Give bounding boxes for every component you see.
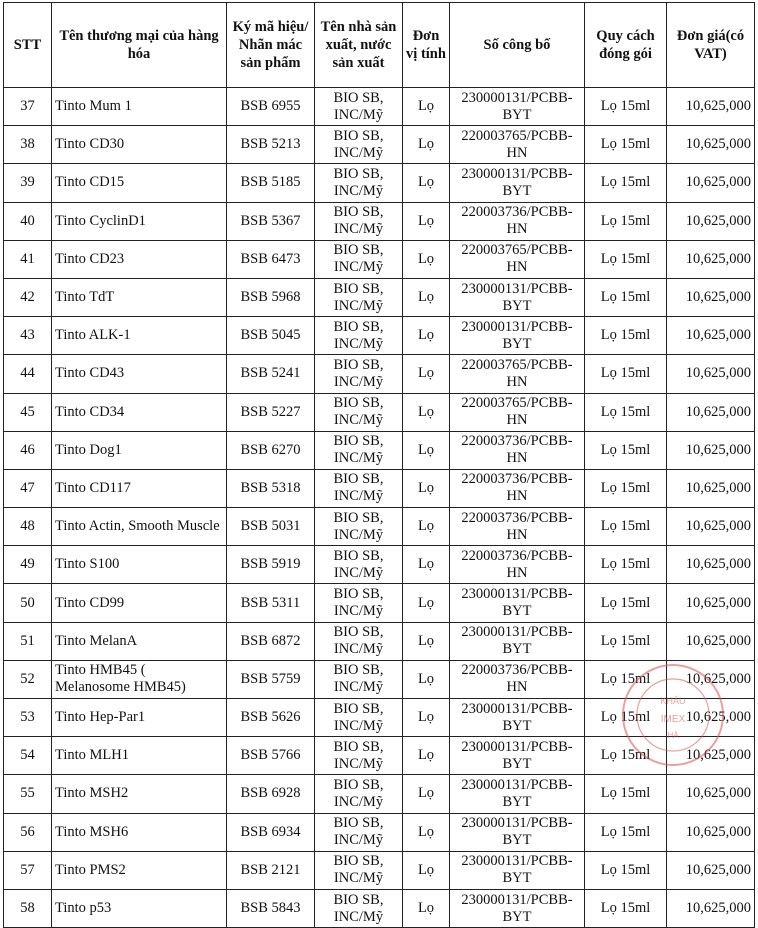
table-row <box>4 546 755 584</box>
header-price: Đơn giá(có VAT) <box>667 3 755 88</box>
cell-stt: 57 <box>4 851 52 889</box>
cell-reg: 220003736/PCBB-HN <box>450 546 585 584</box>
cell-maker: BIO SB, INC/Mỹ <box>315 508 403 546</box>
cell-maker: BIO SB, INC/Mỹ <box>315 775 403 813</box>
cell-pack: Lọ 15ml <box>585 508 667 546</box>
cell-stt: 48 <box>4 508 52 546</box>
cell-stt: 58 <box>4 889 52 927</box>
table-row <box>4 202 755 240</box>
cell-maker: BIO SB, INC/Mỹ <box>315 431 403 469</box>
cell-unit: Lọ <box>403 584 450 622</box>
cell-price: 10,625,000 <box>667 469 755 507</box>
cell-reg: 230000131/PCBB-BYT <box>450 164 585 202</box>
cell-name: Tinto MLH1 <box>52 737 227 775</box>
cell-price: 10,625,000 <box>667 584 755 622</box>
stamp-line-2: IMEX <box>660 714 686 725</box>
cell-code: BSB 5919 <box>227 546 315 584</box>
cell-reg: 230000131/PCBB-BYT <box>450 584 585 622</box>
cell-reg: 220003765/PCBB-HN <box>450 126 585 164</box>
table-row <box>4 88 755 126</box>
cell-maker: BIO SB, INC/Mỹ <box>315 889 403 927</box>
cell-stt: 38 <box>4 126 52 164</box>
cell-stt: 37 <box>4 88 52 126</box>
cell-maker: BIO SB, INC/Mỹ <box>315 584 403 622</box>
cell-price: 10,625,000 <box>667 88 755 126</box>
cell-unit: Lọ <box>403 278 450 316</box>
cell-unit: Lọ <box>403 660 450 698</box>
cell-code: BSB 5367 <box>227 202 315 240</box>
table-row <box>4 126 755 164</box>
cell-price: 10,625,000 <box>667 699 755 737</box>
cell-price: 10,625,000 <box>667 126 755 164</box>
cell-pack: Lọ 15ml <box>585 699 667 737</box>
cell-code: BSB 5031 <box>227 508 315 546</box>
cell-reg: 230000131/PCBB-BYT <box>450 88 585 126</box>
table-row <box>4 317 755 355</box>
cell-price: 10,625,000 <box>667 851 755 889</box>
cell-stt: 41 <box>4 240 52 278</box>
cell-stt: 55 <box>4 775 52 813</box>
cell-code: BSB 5318 <box>227 469 315 507</box>
cell-reg: 220003736/PCBB-HN <box>450 431 585 469</box>
cell-code: BSB 6473 <box>227 240 315 278</box>
cell-price: 10,625,000 <box>667 317 755 355</box>
cell-name: Tinto CD34 <box>52 393 227 431</box>
cell-pack: Lọ 15ml <box>585 240 667 278</box>
cell-name: Tinto CD23 <box>52 240 227 278</box>
cell-price: 10,625,000 <box>667 546 755 584</box>
cell-stt: 52 <box>4 660 52 698</box>
cell-name: Tinto MSH6 <box>52 813 227 851</box>
header-stt: STT <box>4 3 52 88</box>
cell-maker: BIO SB, INC/Mỹ <box>315 164 403 202</box>
header-maker: Tên nhà sản xuất, nước sản xuất <box>315 3 403 88</box>
cell-price: 10,625,000 <box>667 813 755 851</box>
cell-reg: 220003736/PCBB-HN <box>450 202 585 240</box>
cell-reg: 220003736/PCBB-HN <box>450 469 585 507</box>
cell-price: 10,625,000 <box>667 240 755 278</box>
cell-code: BSB 6955 <box>227 88 315 126</box>
header-unit: Đơn vị tính <box>403 3 450 88</box>
cell-unit: Lọ <box>403 240 450 278</box>
cell-pack: Lọ 15ml <box>585 546 667 584</box>
cell-reg: 220003736/PCBB-HN <box>450 508 585 546</box>
cell-price: 10,625,000 <box>667 164 755 202</box>
cell-pack: Lọ 15ml <box>585 355 667 393</box>
cell-unit: Lọ <box>403 622 450 660</box>
cell-name: Tinto Hep-Par1 <box>52 699 227 737</box>
cell-price: 10,625,000 <box>667 431 755 469</box>
cell-pack: Lọ 15ml <box>585 469 667 507</box>
cell-name: Tinto TdT <box>52 278 227 316</box>
cell-stt: 43 <box>4 317 52 355</box>
cell-unit: Lọ <box>403 164 450 202</box>
cell-name: Tinto CD117 <box>52 469 227 507</box>
cell-price: 10,625,000 <box>667 278 755 316</box>
stamp-line-3: HÀ <box>667 731 679 740</box>
cell-name: Tinto p53 <box>52 889 227 927</box>
cell-price: 10,625,000 <box>667 393 755 431</box>
table-row <box>4 813 755 851</box>
cell-code: BSB 6934 <box>227 813 315 851</box>
cell-name: Tinto CD15 <box>52 164 227 202</box>
cell-stt: 39 <box>4 164 52 202</box>
cell-name: Tinto MelanA <box>52 622 227 660</box>
cell-reg: 230000131/PCBB-BYT <box>450 775 585 813</box>
cell-stt: 49 <box>4 546 52 584</box>
cell-name: Tinto PMS2 <box>52 851 227 889</box>
cell-maker: BIO SB, INC/Mỹ <box>315 240 403 278</box>
table-row <box>4 737 755 775</box>
cell-unit: Lọ <box>403 431 450 469</box>
cell-reg: 220003765/PCBB-HN <box>450 393 585 431</box>
cell-code: BSB 2121 <box>227 851 315 889</box>
cell-price: 10,625,000 <box>667 660 755 698</box>
cell-pack: Lọ 15ml <box>585 126 667 164</box>
cell-reg: 220003765/PCBB-HN <box>450 355 585 393</box>
cell-pack: Lọ 15ml <box>585 278 667 316</box>
cell-code: BSB 5213 <box>227 126 315 164</box>
cell-maker: BIO SB, INC/Mỹ <box>315 202 403 240</box>
cell-reg: 220003736/PCBB-HN <box>450 660 585 698</box>
cell-maker: BIO SB, INC/Mỹ <box>315 88 403 126</box>
header-pack: Quy cách đóng gói <box>585 3 667 88</box>
price-table <box>3 2 755 928</box>
cell-code: BSB 5843 <box>227 889 315 927</box>
table-row <box>4 889 755 927</box>
table-row <box>4 431 755 469</box>
cell-price: 10,625,000 <box>667 202 755 240</box>
cell-pack: Lọ 15ml <box>585 813 667 851</box>
table-row <box>4 393 755 431</box>
cell-stt: 40 <box>4 202 52 240</box>
cell-maker: BIO SB, INC/Mỹ <box>315 699 403 737</box>
cell-stt: 56 <box>4 813 52 851</box>
cell-code: BSB 5241 <box>227 355 315 393</box>
cell-maker: BIO SB, INC/Mỹ <box>315 126 403 164</box>
cell-price: 10,625,000 <box>667 622 755 660</box>
table-row <box>4 469 755 507</box>
cell-unit: Lọ <box>403 88 450 126</box>
cell-name: Tinto CD99 <box>52 584 227 622</box>
cell-pack: Lọ 15ml <box>585 622 667 660</box>
header-name: Tên thương mại của hàng hóa <box>52 3 227 88</box>
table-body <box>4 88 755 928</box>
cell-unit: Lọ <box>403 699 450 737</box>
table-row <box>4 278 755 316</box>
cell-stt: 54 <box>4 737 52 775</box>
cell-unit: Lọ <box>403 393 450 431</box>
cell-unit: Lọ <box>403 851 450 889</box>
cell-stt: 47 <box>4 469 52 507</box>
table-row <box>4 775 755 813</box>
cell-unit: Lọ <box>403 813 450 851</box>
cell-maker: BIO SB, INC/Mỹ <box>315 393 403 431</box>
table-row <box>4 851 755 889</box>
cell-name: Tinto HMB45 ( Melanosome HMB45) <box>52 660 227 698</box>
cell-maker: BIO SB, INC/Mỹ <box>315 317 403 355</box>
table-row <box>4 355 755 393</box>
cell-maker: BIO SB, INC/Mỹ <box>315 622 403 660</box>
cell-maker: BIO SB, INC/Mỹ <box>315 660 403 698</box>
cell-stt: 51 <box>4 622 52 660</box>
cell-code: BSB 5045 <box>227 317 315 355</box>
cell-pack: Lọ 15ml <box>585 317 667 355</box>
cell-unit: Lọ <box>403 317 450 355</box>
cell-code: BSB 5185 <box>227 164 315 202</box>
cell-maker: BIO SB, INC/Mỹ <box>315 813 403 851</box>
cell-reg: 230000131/PCBB-BYT <box>450 622 585 660</box>
cell-unit: Lọ <box>403 889 450 927</box>
cell-name: Tinto ALK-1 <box>52 317 227 355</box>
cell-pack: Lọ 15ml <box>585 431 667 469</box>
cell-pack: Lọ 15ml <box>585 775 667 813</box>
cell-code: BSB 5311 <box>227 584 315 622</box>
cell-price: 10,625,000 <box>667 889 755 927</box>
cell-reg: 230000131/PCBB-BYT <box>450 737 585 775</box>
cell-maker: BIO SB, INC/Mỹ <box>315 737 403 775</box>
cell-maker: BIO SB, INC/Mỹ <box>315 355 403 393</box>
cell-stt: 46 <box>4 431 52 469</box>
table-row <box>4 240 755 278</box>
cell-name: Tinto CyclinD1 <box>52 202 227 240</box>
cell-reg: 230000131/PCBB-BYT <box>450 851 585 889</box>
cell-stt: 44 <box>4 355 52 393</box>
cell-unit: Lọ <box>403 202 450 240</box>
cell-maker: BIO SB, INC/Mỹ <box>315 469 403 507</box>
cell-pack: Lọ 15ml <box>585 660 667 698</box>
cell-unit: Lọ <box>403 737 450 775</box>
cell-price: 10,625,000 <box>667 775 755 813</box>
cell-name: Tinto Dog1 <box>52 431 227 469</box>
cell-price: 10,625,000 <box>667 508 755 546</box>
cell-unit: Lọ <box>403 546 450 584</box>
cell-pack: Lọ 15ml <box>585 88 667 126</box>
cell-reg: 220003765/PCBB-HN <box>450 240 585 278</box>
table-row <box>4 660 755 698</box>
cell-code: BSB 5626 <box>227 699 315 737</box>
cell-pack: Lọ 15ml <box>585 202 667 240</box>
cell-pack: Lọ 15ml <box>585 889 667 927</box>
cell-name: Tinto CD43 <box>52 355 227 393</box>
cell-unit: Lọ <box>403 508 450 546</box>
table-row <box>4 699 755 737</box>
cell-stt: 45 <box>4 393 52 431</box>
cell-maker: BIO SB, INC/Mỹ <box>315 546 403 584</box>
cell-stt: 53 <box>4 699 52 737</box>
cell-unit: Lọ <box>403 469 450 507</box>
cell-unit: Lọ <box>403 775 450 813</box>
cell-reg: 230000131/PCBB-BYT <box>450 278 585 316</box>
cell-pack: Lọ 15ml <box>585 737 667 775</box>
header-row <box>4 3 755 88</box>
cell-pack: Lọ 15ml <box>585 393 667 431</box>
cell-stt: 42 <box>4 278 52 316</box>
cell-reg: 230000131/PCBB-BYT <box>450 889 585 927</box>
cell-price: 10,625,000 <box>667 355 755 393</box>
cell-maker: BIO SB, INC/Mỹ <box>315 851 403 889</box>
cell-unit: Lọ <box>403 355 450 393</box>
header-code: Ký mã hiệu/ Nhãn mác sản phẩm <box>227 3 315 88</box>
cell-maker: BIO SB, INC/Mỹ <box>315 278 403 316</box>
table-row <box>4 584 755 622</box>
table-row <box>4 508 755 546</box>
table-row <box>4 164 755 202</box>
header-reg: Số công bố <box>450 3 585 88</box>
cell-price: 10,625,000 <box>667 737 755 775</box>
cell-pack: Lọ 15ml <box>585 164 667 202</box>
cell-code: BSB 5968 <box>227 278 315 316</box>
cell-stt: 50 <box>4 584 52 622</box>
cell-code: BSB 5759 <box>227 660 315 698</box>
cell-name: Tinto Mum 1 <box>52 88 227 126</box>
cell-code: BSB 5766 <box>227 737 315 775</box>
cell-reg: 230000131/PCBB-BYT <box>450 813 585 851</box>
cell-code: BSB 6872 <box>227 622 315 660</box>
cell-reg: 230000131/PCBB-BYT <box>450 317 585 355</box>
cell-code: BSB 5227 <box>227 393 315 431</box>
cell-name: Tinto S100 <box>52 546 227 584</box>
cell-name: Tinto Actin, Smooth Muscle <box>52 508 227 546</box>
cell-unit: Lọ <box>403 126 450 164</box>
cell-reg: 230000131/PCBB-BYT <box>450 699 585 737</box>
cell-name: Tinto CD30 <box>52 126 227 164</box>
cell-code: BSB 6270 <box>227 431 315 469</box>
cell-code: BSB 6928 <box>227 775 315 813</box>
cell-pack: Lọ 15ml <box>585 851 667 889</box>
stamp-line-1: KHẨU <box>660 696 686 706</box>
cell-name: Tinto MSH2 <box>52 775 227 813</box>
cell-pack: Lọ 15ml <box>585 584 667 622</box>
table-row <box>4 622 755 660</box>
